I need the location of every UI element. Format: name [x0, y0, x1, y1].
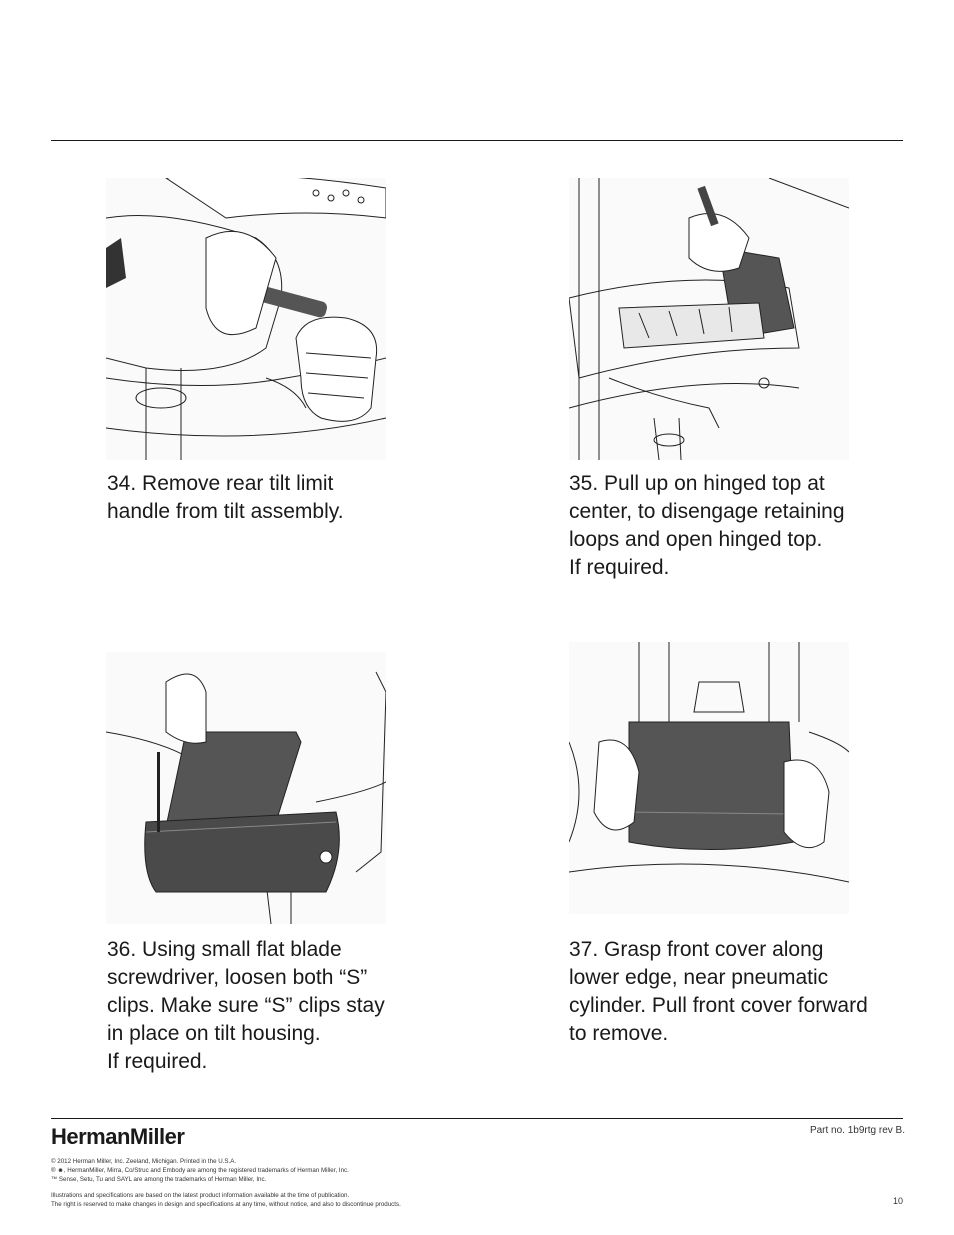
step-34-illustration [106, 178, 386, 460]
step-35-illustration [569, 178, 849, 460]
step-34-instruction: 34. Remove rear tilt limit handle from tilt assembly. [107, 472, 344, 523]
copyright-line: © 2012 Herman Miller, Inc. Zeeland, Michigan. Printed in the U.S.A. [51, 1158, 237, 1165]
step-36-instruction: 36. Using small flat blade screwdriver, loosen both “S” clips. Make sure “S” clips stay in place on tilt housing. If required. [107, 938, 385, 1073]
s-clips-screwdriver-drawing [106, 652, 386, 924]
step-36-illustration [106, 652, 386, 924]
brand-logo: HermanMiller [51, 1124, 185, 1149]
step-37-instruction: 37. Grasp front cover along lower edge, near pneumatic cylinder. Pull front cover forward to remove. [569, 938, 868, 1045]
part-number: Part no. 1b9rtg rev B. [809, 1125, 905, 1136]
registered-trademarks-line: ® ☻, HermanMiller, Mirra, Co/Struc and Embody are among the registered trademarks of Herman Miller, Inc. [51, 1167, 349, 1174]
page-number: 10 [892, 1196, 903, 1206]
tilt-limit-handle-drawing [106, 178, 386, 460]
front-cover-removal-drawing [569, 642, 849, 914]
footer-rule [51, 1118, 903, 1119]
step-35-instruction: 35. Pull up on hinged top at center, to disengage retaining loops and open hinged top. If required. [569, 472, 845, 579]
header-rule [51, 140, 903, 141]
step-37-illustration [569, 642, 849, 914]
rights-reserved-disclaimer: The right is reserved to make changes in design and specifications at any time, without notice, and also to discontinue products. [51, 1201, 401, 1208]
specifications-disclaimer: Illustrations and specifications are based on the latest product information available at the time of publication. [51, 1192, 350, 1199]
hinged-top-drawing [569, 178, 849, 460]
trademarks-line: ™ Sense, Setu, Tu and SAYL are among the trademarks of Herman Miller, Inc. [51, 1176, 267, 1183]
